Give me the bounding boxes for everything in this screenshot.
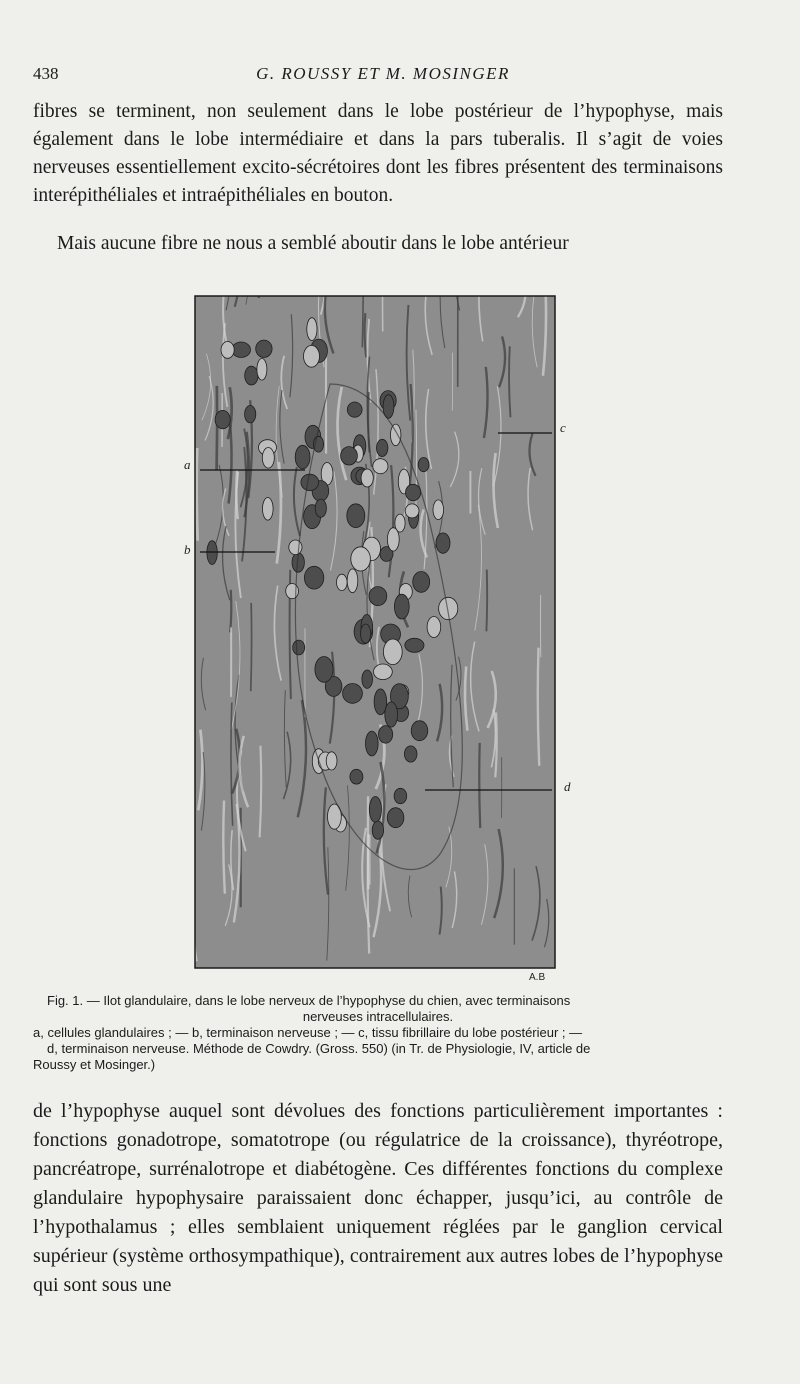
cell-nucleus [315, 499, 326, 517]
cell-nucleus [436, 533, 450, 553]
figure-label-c: c [560, 420, 566, 435]
cell-nucleus [293, 640, 305, 655]
tissue-fiber [197, 448, 198, 541]
caption-line-1: Fig. 1. — Ilot glandulaire, dans le lobe nerveux de l’hypophyse du chien, avec terminaisons [47, 993, 571, 1008]
tissue-fiber [567, 441, 574, 546]
cell-nucleus [427, 617, 441, 638]
tissue-fiber [479, 743, 480, 828]
cell-nucleus [369, 587, 387, 606]
figure-label-b: b [184, 542, 191, 557]
caption-line-3: a, cellules glandulaires ; — b, terminaison nerveuse ; — c, tissu fibrillaire du lobe postérieur ; — [33, 1025, 583, 1040]
figure-caption [33, 993, 723, 1073]
cell-nucleus [413, 572, 430, 593]
cell-nucleus [221, 342, 234, 359]
cell-nucleus [350, 769, 363, 784]
cell-nucleus [361, 469, 373, 487]
cell-nucleus [361, 624, 371, 643]
cell-nucleus [301, 474, 319, 490]
running-title: G. ROUSSY ET M. MOSINGER [256, 64, 510, 83]
page-number: 438 [33, 64, 59, 83]
tissue-fiber [362, 294, 363, 347]
cell-nucleus [257, 359, 267, 381]
page-header [33, 64, 733, 90]
cell-nucleus [347, 402, 362, 417]
cell-nucleus [418, 458, 429, 472]
cell-nucleus [256, 340, 272, 357]
cell-nucleus [351, 547, 371, 571]
tissue-fiber [557, 843, 563, 904]
cell-nucleus [245, 406, 256, 423]
tissue-fiber [556, 383, 559, 502]
cell-nucleus [215, 410, 230, 428]
cell-nucleus [326, 752, 337, 770]
tissue-fiber [558, 603, 560, 646]
cell-nucleus [405, 638, 424, 652]
artist-signature: A.B [529, 972, 546, 983]
cell-nucleus [307, 318, 317, 341]
cell-nucleus [366, 731, 379, 756]
cell-nucleus [245, 366, 258, 385]
cell-nucleus [337, 574, 348, 590]
cell-nucleus [379, 726, 393, 744]
cell-nucleus [433, 500, 444, 520]
cell-nucleus [404, 746, 417, 762]
cell-nucleus [391, 424, 401, 446]
caption-line-5: Roussy et Mosinger.) [33, 1057, 156, 1072]
tissue-fiber [230, 590, 231, 633]
tissue-fiber [486, 570, 487, 632]
cell-nucleus [374, 664, 393, 680]
cell-nucleus [405, 504, 419, 518]
cell-nucleus [262, 448, 274, 469]
cell-nucleus [372, 821, 383, 839]
cell-nucleus [377, 439, 388, 456]
cell-nucleus [295, 445, 310, 469]
caption-line-4: d, terminaison nerveuse. Méthode de Cowdry. (Gross. 550) (in Tr. de Physiologie, IV, article de [47, 1041, 591, 1056]
paragraph-3: de l’hypophyse auquel sont dévolues des fonctions particulièrement importantes : fonctions gonadotrope, somatotrope (ou régulatrice de la croissance), thyréotrope, pancréatrope, surrénalotrope et diabétogène. Ces différentes fonctions du complexe glandulaire hypophysaire paraissaient donc échapper, jusqu’ici, au contrôle de l’hypothalamus ; elles semblaient uniquement réglées par le ganglion cervical supérieur (système orthosympathique), contrairement aux autres lobes de l’hypophyse qui sont sous une [33, 1100, 723, 1296]
cell-nucleus [362, 670, 373, 688]
cell-nucleus [369, 797, 381, 823]
cell-nucleus [263, 498, 274, 521]
cell-nucleus [394, 594, 409, 619]
cell-nucleus [411, 721, 428, 741]
tissue-fiber [558, 640, 561, 710]
cell-nucleus [289, 540, 302, 555]
cell-nucleus [394, 788, 407, 803]
tissue-fiber [251, 603, 252, 691]
figure-label-a: a [184, 457, 191, 472]
cell-nucleus [439, 597, 458, 619]
cell-nucleus [385, 702, 398, 727]
tissue-fiber [217, 386, 218, 471]
cell-nucleus [315, 657, 333, 683]
cell-nucleus [304, 566, 323, 589]
tissue-fiber [186, 546, 195, 627]
cell-nucleus [343, 684, 363, 704]
cell-nucleus [304, 345, 320, 367]
cell-nucleus [341, 447, 358, 465]
histology-figure [180, 294, 580, 984]
cell-nucleus [387, 808, 404, 828]
cell-nucleus [347, 504, 365, 528]
cell-nucleus [383, 639, 402, 665]
cell-nucleus [373, 459, 388, 474]
tissue-fiber [557, 715, 562, 839]
tissue-fiber [557, 294, 565, 352]
cell-nucleus [406, 484, 421, 500]
figure-panel-background [195, 296, 555, 968]
caption-line-2: nerveuses intracellulaires. [302, 1009, 454, 1024]
figure-label-d: d [564, 779, 571, 794]
cell-nucleus [387, 528, 399, 551]
paragraph-2: Mais aucune fibre ne nous a semblé aboutir dans le lobe antérieur [57, 233, 569, 254]
histology-illustration [180, 294, 580, 984]
tissue-fiber [557, 366, 566, 417]
cell-nucleus [347, 569, 358, 593]
paragraph-1: fibres se terminent, non seulement dans le lobe postérieur de l’hypophyse, mais également dans le lobe intermédiaire et dans la pars tuberalis. Il s’agit de voies nerveuses essentiellement excito-sécrétoires dont les fibres présentent des terminaisons interépithéliales et intraépithéliales en bouton. [33, 101, 723, 206]
